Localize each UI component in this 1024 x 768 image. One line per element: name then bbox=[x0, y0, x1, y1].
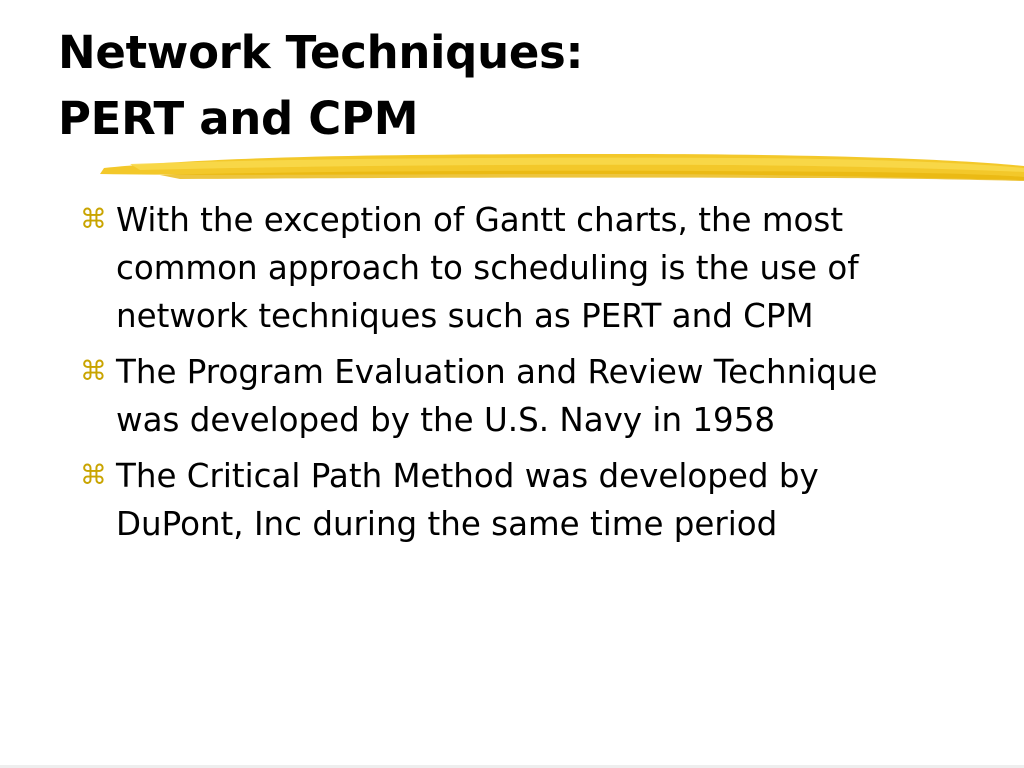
command-key-icon: ⌘ bbox=[80, 204, 107, 235]
bullet-item bbox=[80, 348, 940, 444]
command-key-icon: ⌘ bbox=[80, 356, 107, 387]
bullet-text: The Critical Path Method was developed by DuPont, Inc during the same time period bbox=[116, 457, 819, 543]
bullet-text: With the exception of Gantt charts, the most common approach to scheduling is the use of network techniques such as PERT and CPM bbox=[116, 201, 859, 335]
slide-title-line-1: Network Techniques: bbox=[58, 26, 584, 79]
bullet-text: The Program Evaluation and Review Technique was developed by the U.S. Navy in 1958 bbox=[116, 353, 878, 439]
bullet-list bbox=[80, 196, 940, 556]
brush-stroke-underline-icon bbox=[100, 148, 1024, 190]
slide-title-line-2: PERT and CPM bbox=[58, 92, 419, 145]
bullet-item bbox=[80, 452, 940, 548]
slide-title bbox=[58, 20, 583, 152]
bullet-item bbox=[80, 196, 940, 340]
command-key-icon: ⌘ bbox=[80, 460, 107, 491]
